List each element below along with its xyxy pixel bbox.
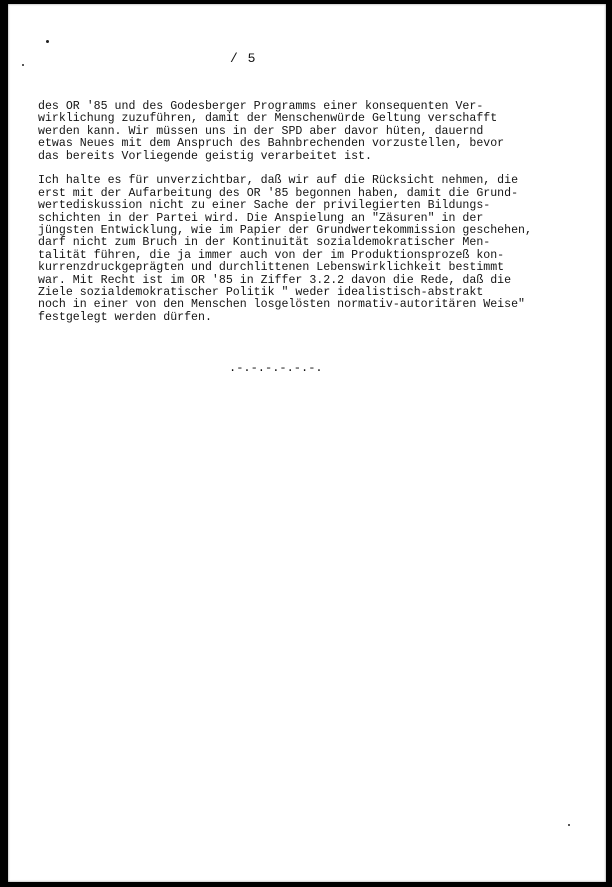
text-line: Ich halte es für unverzichtbar, daß wir auf die Rücksicht nehmen, die — [38, 174, 519, 188]
paragraph — [38, 175, 603, 324]
section-separator: .-.-.-.-.-.-. — [229, 361, 323, 375]
document-body — [38, 101, 603, 337]
text-line: kurrenzdruckgeprägten und durchlittenen Lebenswirklichkeit bestimmt — [38, 261, 505, 275]
scan-speck — [568, 824, 570, 826]
text-line: werden kann. Wir müssen uns in der SPD aber davor hüten, dauernd — [38, 124, 484, 138]
scan-speck — [22, 64, 24, 66]
text-line: etwas Neues mit dem Anspruch des Bahnbrechenden vorzustellen, bevor — [38, 137, 505, 151]
text-line: jüngsten Entwicklung, wie im Papier der Grundwertekommission geschehen, — [38, 224, 532, 238]
document-page — [8, 4, 606, 882]
page-number: / 5 — [230, 51, 257, 66]
text-line: war. Mit Recht ist im OR '85 in Ziffer 3.2.2 davon die Rede, daß die — [38, 273, 512, 287]
text-line: noch in einer von den Menschen losgelösten normativ-autoritären Weise" — [38, 298, 526, 312]
text-line: darf nicht zum Bruch in der Kontinuität sozialdemokratischer Men- — [38, 236, 491, 250]
text-line: des OR '85 und des Godesberger Programms einer konsequenten Ver- — [38, 100, 484, 113]
text-line: festgelegt werden dürfen. — [38, 310, 212, 324]
text-line: das bereits Vorliegende geistig verarbeitet ist. — [38, 149, 372, 163]
text-line: wirklichung zuzuführen, damit der Menschenwürde Geltung verschafft — [38, 112, 498, 126]
text-line: erst mit der Aufarbeitung des OR '85 begonnen haben, damit die Grund- — [38, 186, 519, 200]
paragraph — [38, 101, 603, 163]
text-line: Ziele sozialdemokratischer Politik " weder idealistisch-abstrakt — [38, 286, 484, 300]
text-line: schichten in der Partei wird. Die Anspielung an "Zäsuren" in der — [38, 211, 484, 225]
text-line: talität führen, die ja immer auch von der im Produktionsprozeß kon- — [38, 248, 505, 262]
scan-speck — [46, 40, 49, 43]
text-line: wertediskussion nicht zu einer Sache der privilegierten Bildungs- — [38, 199, 491, 213]
